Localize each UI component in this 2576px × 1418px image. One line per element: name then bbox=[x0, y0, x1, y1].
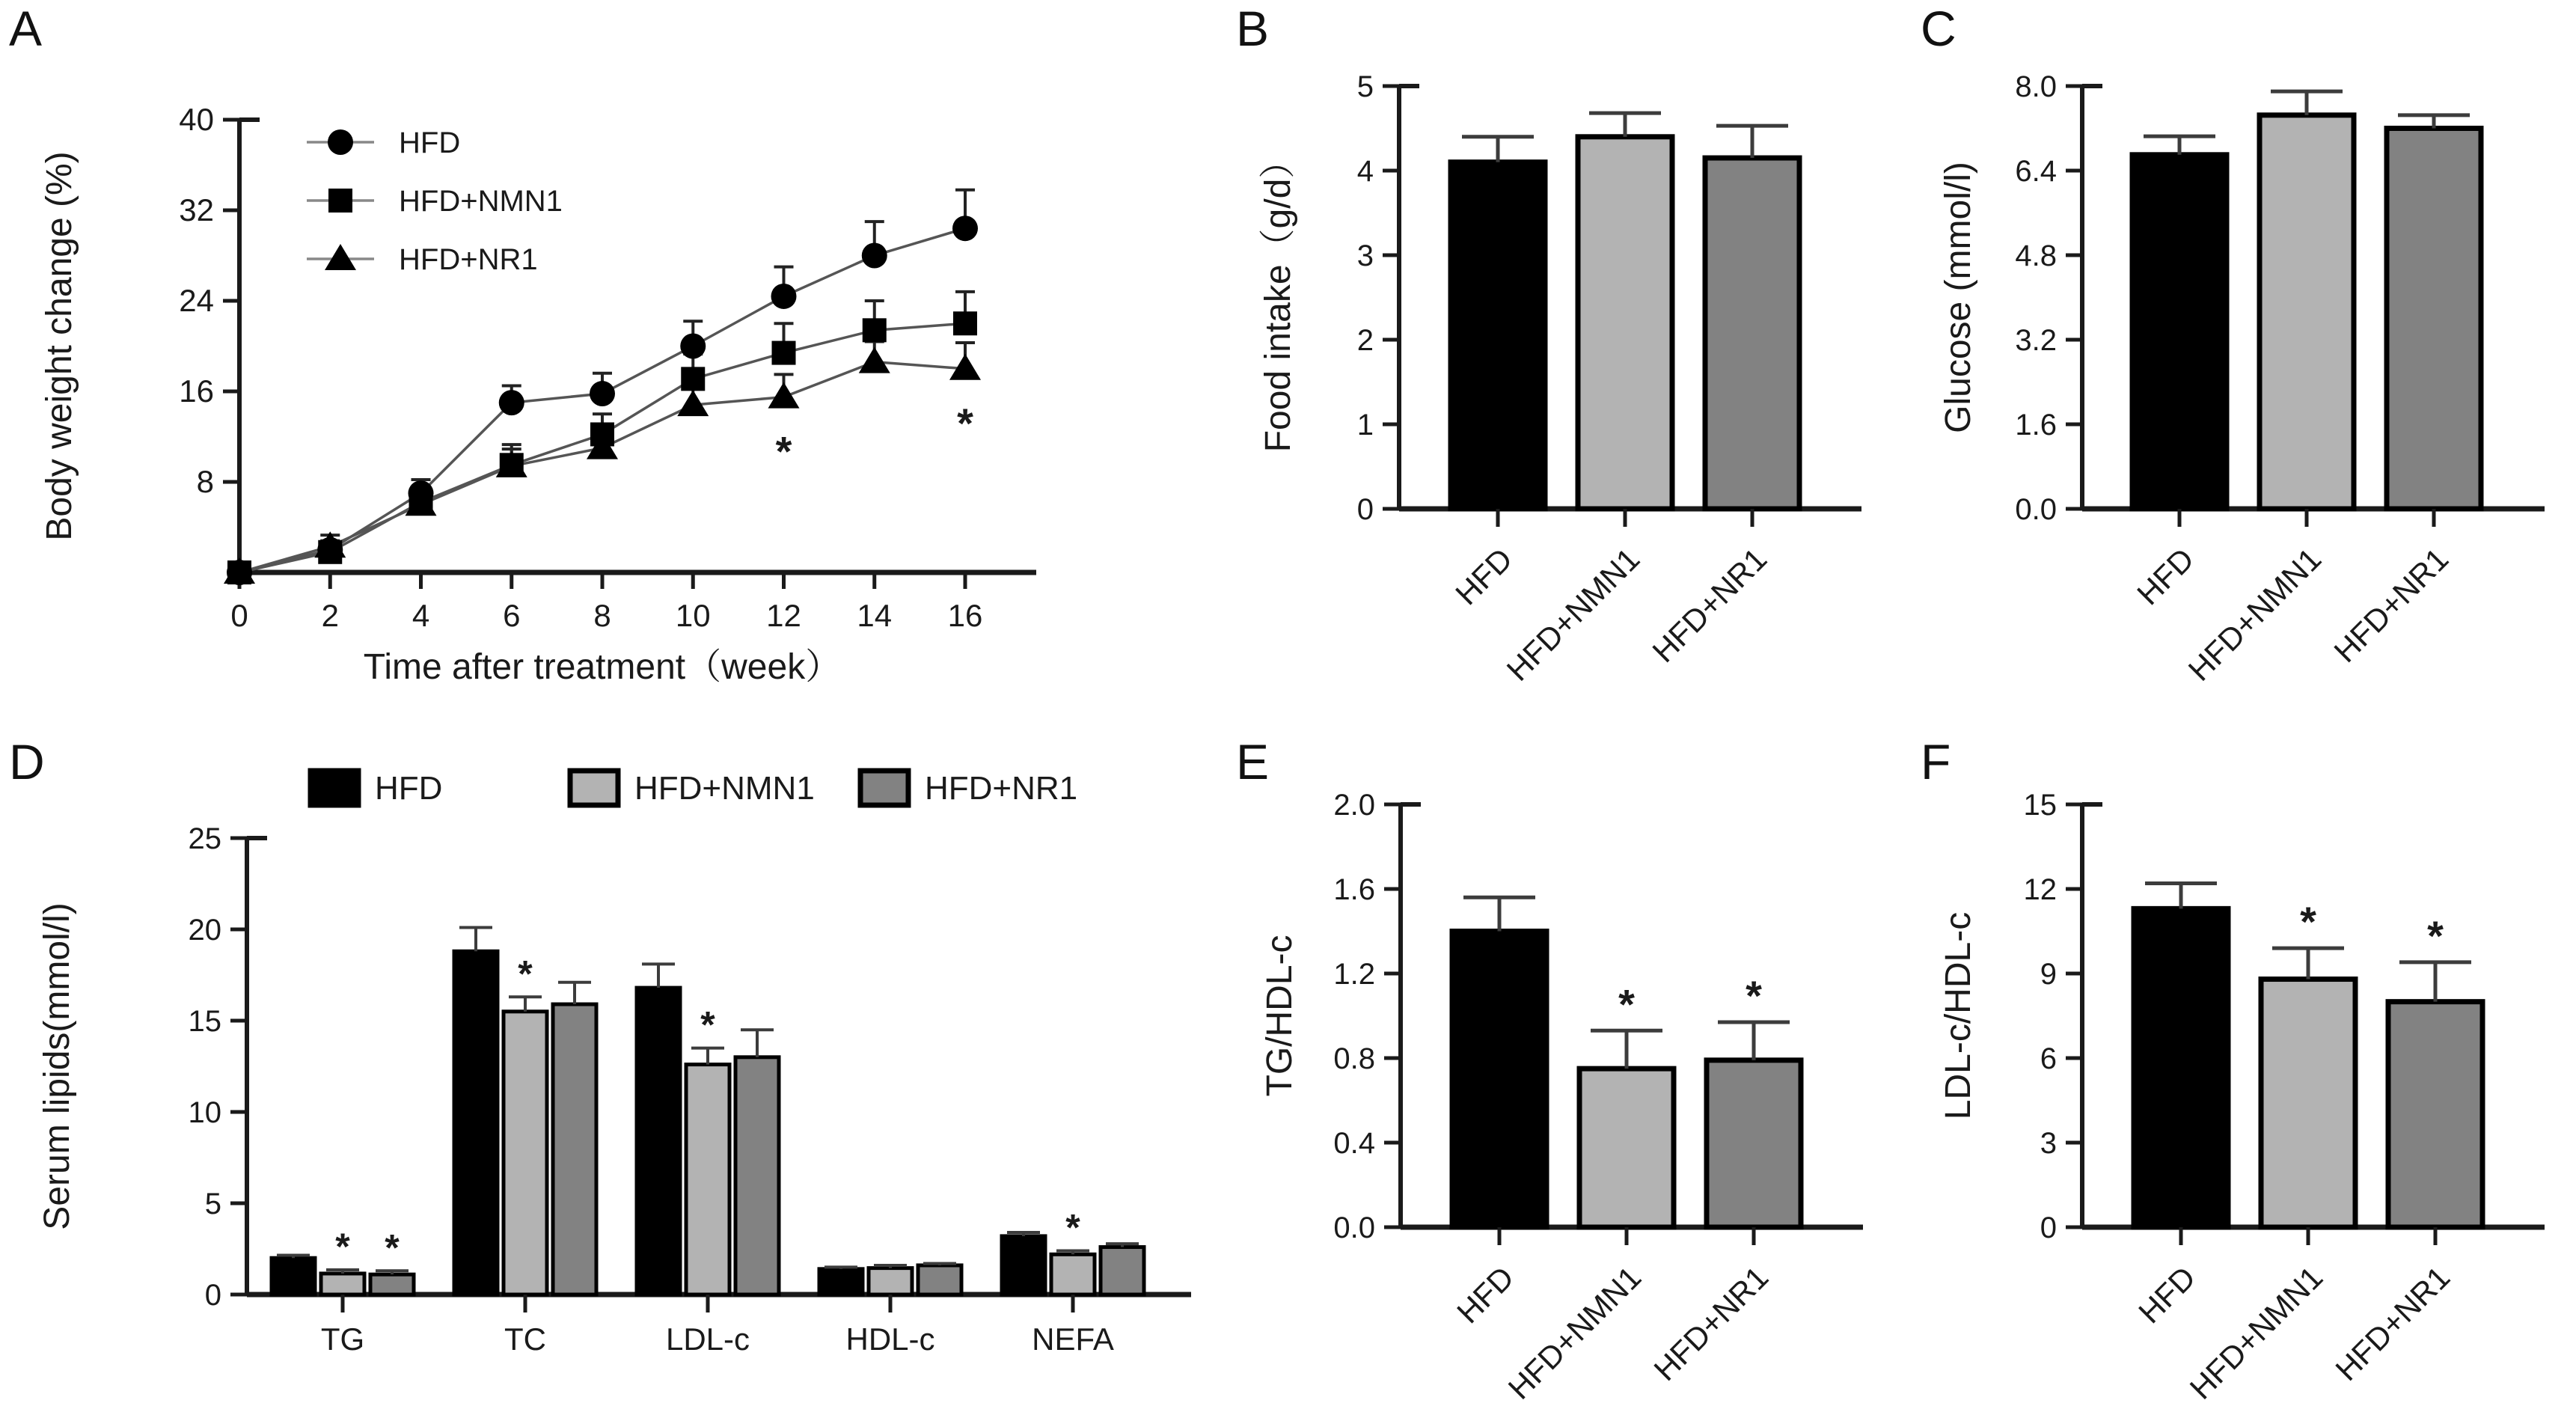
svg-text:HFD: HFD bbox=[1450, 1259, 1521, 1330]
svg-text:40: 40 bbox=[179, 102, 214, 137]
svg-text:6.4: 6.4 bbox=[2015, 155, 2057, 188]
svg-text:4: 4 bbox=[1356, 155, 1374, 188]
svg-text:HFD+NR1: HFD+NR1 bbox=[2328, 1259, 2457, 1388]
svg-text:2: 2 bbox=[321, 598, 339, 633]
svg-text:8.0: 8.0 bbox=[2015, 70, 2057, 103]
svg-text:16: 16 bbox=[947, 598, 983, 633]
svg-text:HFD: HFD bbox=[375, 770, 443, 807]
svg-text:Time after treatment（week）: Time after treatment（week） bbox=[363, 647, 842, 687]
svg-text:10: 10 bbox=[675, 598, 711, 633]
svg-text:LDL-c: LDL-c bbox=[665, 1321, 750, 1357]
svg-text:0: 0 bbox=[2040, 1211, 2057, 1244]
svg-text:3: 3 bbox=[2040, 1127, 2057, 1160]
svg-text:HFD+NR1: HFD+NR1 bbox=[925, 770, 1078, 807]
svg-text:TG/HDL-c: TG/HDL-c bbox=[1260, 935, 1300, 1097]
panel-b-letter: B bbox=[1236, 1, 1270, 56]
panel-d-serum-lipids bbox=[0, 733, 1212, 1418]
svg-text:10: 10 bbox=[188, 1096, 221, 1129]
panel-c-glucose bbox=[1912, 0, 2576, 733]
svg-text:3.2: 3.2 bbox=[2015, 324, 2057, 357]
panel-e-tg-hdl-ratio bbox=[1227, 733, 1900, 1418]
svg-text:HFD+NMN1: HFD+NMN1 bbox=[2182, 1259, 2330, 1406]
body-weight-line-chart bbox=[0, 0, 1197, 711]
svg-text:HFD+NMN1: HFD+NMN1 bbox=[1499, 541, 1647, 688]
svg-text:4.8: 4.8 bbox=[2015, 239, 2057, 272]
svg-text:HFD+NMN1: HFD+NMN1 bbox=[2181, 541, 2328, 688]
svg-text:HFD+NR1: HFD+NR1 bbox=[399, 243, 538, 276]
panel-b-food-intake bbox=[1227, 0, 1900, 733]
ldl-hdl-bar-chart bbox=[1912, 733, 2576, 1418]
svg-text:HFD+NMN1: HFD+NMN1 bbox=[1501, 1259, 1648, 1406]
svg-text:HFD+NR1: HFD+NR1 bbox=[2327, 541, 2456, 670]
panel-d-letter: D bbox=[9, 734, 46, 789]
svg-text:25: 25 bbox=[188, 822, 221, 855]
svg-text:20: 20 bbox=[188, 914, 221, 947]
svg-text:0: 0 bbox=[230, 598, 248, 633]
panel-f-letter: F bbox=[1921, 734, 1952, 789]
tg-hdl-bar-chart bbox=[1227, 733, 1900, 1418]
svg-text:TG: TG bbox=[320, 1321, 365, 1357]
svg-text:*: * bbox=[775, 427, 792, 475]
svg-text:1.2: 1.2 bbox=[1333, 958, 1375, 991]
svg-text:12: 12 bbox=[766, 598, 801, 633]
svg-text:1.6: 1.6 bbox=[1333, 873, 1375, 906]
svg-text:24: 24 bbox=[179, 283, 214, 318]
svg-text:*: * bbox=[1746, 971, 1762, 1019]
svg-text:0.0: 0.0 bbox=[1333, 1211, 1375, 1244]
svg-text:*: * bbox=[1065, 1206, 1080, 1249]
svg-text:NEFA: NEFA bbox=[1032, 1321, 1114, 1357]
panel-a-letter: A bbox=[9, 1, 43, 56]
svg-text:15: 15 bbox=[2023, 789, 2057, 822]
svg-text:0: 0 bbox=[1356, 493, 1374, 526]
svg-text:1.6: 1.6 bbox=[2015, 409, 2057, 441]
svg-text:Glucose (mmol/l): Glucose (mmol/l) bbox=[1939, 162, 1978, 433]
svg-text:8: 8 bbox=[593, 598, 611, 633]
svg-text:1: 1 bbox=[1356, 409, 1374, 441]
panel-e-letter: E bbox=[1236, 734, 1270, 789]
svg-text:2: 2 bbox=[1356, 324, 1374, 357]
svg-text:0: 0 bbox=[204, 1279, 221, 1312]
svg-text:TC: TC bbox=[504, 1321, 546, 1357]
svg-text:Food intake（g/d）: Food intake（g/d） bbox=[1258, 142, 1298, 453]
svg-text:HFD: HFD bbox=[2132, 1259, 2203, 1330]
svg-text:*: * bbox=[2427, 911, 2444, 959]
svg-text:32: 32 bbox=[179, 192, 214, 227]
svg-text:Body weight change (%): Body weight change (%) bbox=[40, 151, 79, 541]
svg-text:*: * bbox=[2300, 898, 2316, 946]
svg-text:5: 5 bbox=[1356, 70, 1374, 103]
svg-text:3: 3 bbox=[1356, 239, 1374, 272]
svg-text:HFD+NMN1: HFD+NMN1 bbox=[399, 185, 563, 218]
svg-text:*: * bbox=[700, 1003, 715, 1046]
serum-lipids-grouped-bar-chart bbox=[0, 733, 1212, 1418]
svg-text:0.0: 0.0 bbox=[2015, 493, 2057, 526]
svg-text:*: * bbox=[1618, 980, 1635, 1028]
svg-text:0.4: 0.4 bbox=[1333, 1127, 1375, 1160]
svg-text:LDL-c/HDL-c: LDL-c/HDL-c bbox=[1939, 911, 1978, 1120]
svg-text:15: 15 bbox=[188, 1005, 221, 1038]
svg-text:*: * bbox=[518, 953, 533, 995]
svg-text:12: 12 bbox=[2023, 873, 2057, 906]
panel-a-body-weight bbox=[0, 0, 1197, 711]
svg-text:16: 16 bbox=[179, 373, 214, 409]
svg-text:HFD+NMN1: HFD+NMN1 bbox=[634, 770, 815, 807]
svg-text:HFD+NR1: HFD+NR1 bbox=[1645, 541, 1774, 670]
glucose-bar-chart bbox=[1912, 0, 2576, 733]
svg-text:14: 14 bbox=[857, 598, 893, 633]
svg-text:8: 8 bbox=[196, 464, 214, 499]
svg-text:5: 5 bbox=[204, 1188, 221, 1220]
svg-text:0.8: 0.8 bbox=[1333, 1042, 1375, 1075]
svg-text:4: 4 bbox=[412, 598, 430, 633]
svg-text:HDL-c: HDL-c bbox=[845, 1321, 935, 1357]
food-intake-bar-chart bbox=[1227, 0, 1900, 733]
svg-text:HFD: HFD bbox=[1448, 541, 1520, 612]
svg-text:HFD+NR1: HFD+NR1 bbox=[1647, 1259, 1775, 1388]
svg-text:HFD: HFD bbox=[2130, 541, 2201, 612]
svg-text:2.0: 2.0 bbox=[1333, 789, 1375, 822]
svg-text:*: * bbox=[385, 1226, 400, 1269]
svg-text:Serum lipids(mmol/l): Serum lipids(mmol/l) bbox=[37, 902, 77, 1230]
svg-text:9: 9 bbox=[2040, 958, 2057, 991]
panel-f-ldl-hdl-ratio bbox=[1912, 733, 2576, 1418]
panel-c-letter: C bbox=[1921, 1, 1957, 56]
svg-text:6: 6 bbox=[2040, 1042, 2057, 1075]
svg-text:HFD: HFD bbox=[399, 126, 461, 159]
svg-text:*: * bbox=[957, 399, 973, 447]
svg-text:*: * bbox=[335, 1226, 350, 1268]
svg-text:6: 6 bbox=[503, 598, 521, 633]
